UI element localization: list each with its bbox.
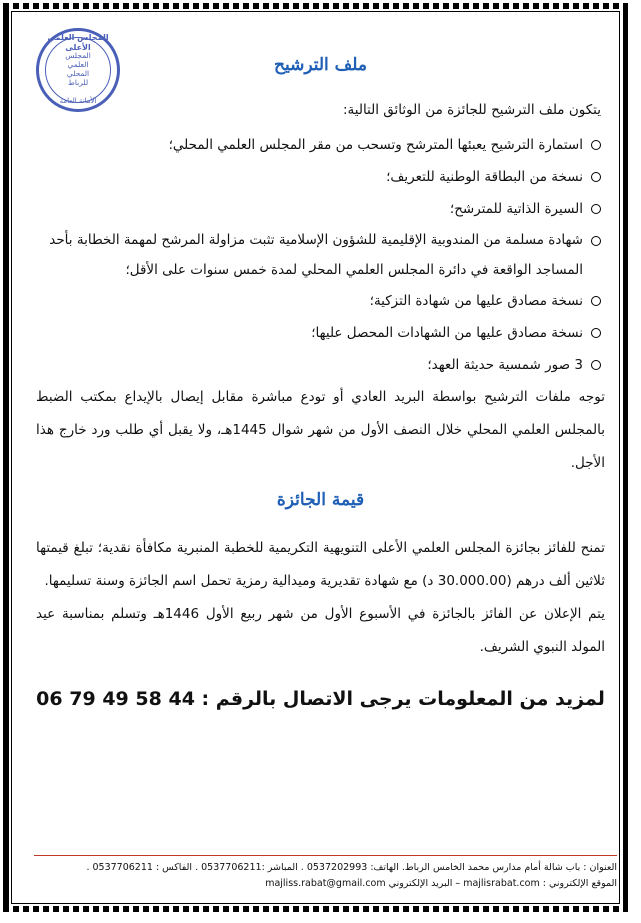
list-item-text: استمارة الترشيح يعبئها المترشح وتسحب من مقر المجلس العلمي المحلي؛ [168,137,583,153]
list-item-text: نسخة مصادق عليها من الشهادات المحصل عليها؛ [311,325,583,341]
list-item-text: 3 صور شمسية حديثة العهد؛ [427,357,583,373]
list-item [36,225,605,285]
contact-phone-line: لمزيد من المعلومات يرجى الاتصال بالرقم : 44 58 49 79 06 [36,688,605,710]
stamp-center-line: العلمي [67,60,89,69]
stamp-center-line: المجلس [65,51,91,60]
list-item [36,317,605,349]
list-item [36,193,605,225]
submission-paragraph: توجه ملفات الترشيح بواسطة البريد العادي أو تودع مباشرة مقابل إيصال بالإيداع بمكتب الضبط بالمجلس العلمي المحلي خلال النصف الأول من شهر شوال 1445هـ، ولا يقبل أي طلب ورد خارج هذا الأجل. [36,389,605,471]
bullet-icon [591,140,601,150]
bullet-icon [591,236,601,246]
list-item-text: السيرة الذاتية للمترشح؛ [449,201,583,217]
bullet-icon [591,328,601,338]
document-body [36,55,605,718]
list-item-text: شهادة مسلمة من المندوبية الإقليمية للشؤون الإسلامية تثبت مزاولة المرشح لمهمة الخطابة بأحد المساجد الواقعة في دائرة المجلس العلمي المحلي لمدة خمس سنوات على الأقل؛ [49,232,583,278]
bullet-icon [591,204,601,214]
list-item [36,285,605,317]
stamp-ring-text: المجلس العلمي الأعلى [47,33,109,52]
list-item-text: نسخة مصادق عليها من شهادة التزكية؛ [369,293,583,309]
footer-web-line: الموقع الإلكتروني : majlisrabat.com – البريد الإلكتروني majliss.rabat@gmail.com [265,878,617,889]
footer-address-line: العنوان : باب شالة أمام مدارس محمد الخامس الرباط. الهاتف: 0537202993 . المباشر :0537706211 . الفاكس : 0537706211 . [86,862,617,873]
bullet-icon [591,296,601,306]
section-title-prize-value: قيمة الجائزة [276,490,365,510]
stamp-bottom-text: الأمانة العامة [59,97,97,106]
required-documents-list [36,129,605,381]
bullet-icon [591,360,601,370]
bullet-icon [591,172,601,182]
stamp-center-line: للرباط [67,78,89,87]
list-item [36,161,605,193]
documents-intro: يتكون ملف الترشيح للجائزة من الوثائق التالية: [342,102,601,118]
announcement-paragraph: يتم الإعلان عن الفائز بالجائزة في الأسبوع الأول من شهر ربيع الأول 1446هـ وتسلم بمناسبة عيد المولد النبوي الشريف. [36,606,605,655]
list-item-text: نسخة من البطاقة الوطنية للتعريف؛ [386,169,583,185]
footer [34,855,617,892]
list-item [36,349,605,381]
prize-value-paragraph: تمنح للفائز بجائزة المجلس العلمي الأعلى التنويهية التكريمية للخطبة المنبرية مكافأة نقدية؛ تبلغ قيمتها ثلاثين ألف درهم (30.000.00 د) مع شهادة تقديرية وميدالية رمزية تحمل اسم الجائزة وسنة تسليمها. [36,540,605,589]
section-title-application-file: ملف الترشيح [273,55,367,75]
list-item [36,129,605,161]
stamp-center-line: المحلي [66,69,90,78]
